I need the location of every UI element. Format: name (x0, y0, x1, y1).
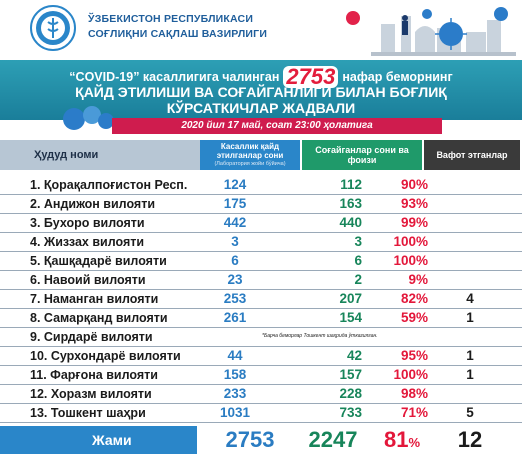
death-count: 5 (466, 405, 474, 420)
confirmed-count: 158 (223, 367, 247, 382)
table-row (0, 271, 522, 290)
total-deaths: 12 (457, 427, 483, 452)
recovered-percent: 100% (393, 234, 428, 249)
region-name: 2. Андижон вилояти (30, 197, 156, 211)
virus-particle (346, 11, 360, 25)
total-recovered: 2247 (308, 427, 358, 452)
recovered-count: 154 (339, 310, 362, 325)
confirmed-count: 6 (231, 253, 239, 268)
banner-line3: КЎРСАТКИЧЛАР ЖАДВАЛИ (166, 100, 356, 116)
table-row (0, 233, 522, 252)
death-count (440, 214, 500, 232)
death-count (440, 252, 500, 270)
region-name: 1. Қорақалпоғистон Респ. (30, 178, 188, 192)
table-row (0, 385, 522, 404)
report-date: 2020 йил 17 май, соат 23:00 ҳолатига (112, 118, 442, 134)
total-label: Жами (0, 426, 197, 454)
recovered-percent: 99% (400, 215, 428, 230)
table-row (0, 366, 522, 385)
total-percent-value: 81 (383, 427, 409, 452)
recovered-percent: 82% (400, 291, 428, 306)
table-row (0, 404, 522, 423)
total-confirmed: 2753 (225, 427, 275, 452)
recovered-percent: 71% (400, 405, 428, 420)
virus-cluster-icon (60, 95, 120, 135)
table-row (0, 290, 522, 309)
virus-skyline-illustration (341, 2, 516, 58)
recovered-percent: 59% (400, 310, 428, 325)
region-name: 9. Сирдарё вилояти (30, 330, 153, 344)
column-header-confirmed-sub: (Лаборатория жойи бўйича) (214, 160, 286, 167)
column-header-recovered: Соғайганлар сони ва фоизи (302, 140, 422, 170)
confirmed-count: 44 (227, 348, 243, 363)
table-row (0, 195, 522, 214)
recovered-percent: 100% (393, 367, 428, 382)
death-count: 1 (466, 348, 474, 363)
banner-suffix: нафар беморнинг (342, 70, 453, 84)
confirmed-count: 442 (223, 215, 247, 230)
column-header-confirmed (200, 140, 300, 170)
statistics-table (0, 176, 522, 423)
recovered-count: 112 (340, 177, 362, 192)
region-name: 12. Хоразм вилояти (30, 387, 152, 401)
header (0, 0, 522, 60)
recovered-count: 163 (339, 196, 362, 211)
confirmed-count: 3 (231, 234, 239, 249)
region-name: 7. Наманган вилояти (30, 292, 159, 306)
table-row (0, 176, 522, 195)
death-count: 1 (466, 310, 474, 325)
recovered-percent: 90% (400, 177, 428, 192)
confirmed-count: 124 (223, 177, 247, 192)
death-count: 4 (466, 291, 474, 306)
banner-total-number: 2753 (283, 66, 338, 88)
confirmed-count: 253 (223, 291, 247, 306)
confirmed-count: 1031 (219, 405, 251, 420)
ministry-line2: СОҒЛИҚНИ САҚЛАШ ВАЗИРЛИГИ (88, 28, 268, 40)
recovered-count: 2 (354, 272, 362, 287)
recovered-count: 440 (339, 215, 362, 230)
recovered-count: 207 (339, 291, 362, 306)
total-percent-sign: % (408, 435, 421, 450)
recovered-percent: 9% (408, 272, 428, 287)
region-name: 13. Тошкент шаҳри (30, 406, 146, 420)
banner-prefix: “COVID-19” касаллигига чалинган (69, 70, 280, 84)
death-count (440, 233, 500, 251)
footnote: *Барча беморлар Тошкент шаҳрида ўтказилган. (262, 333, 378, 339)
confirmed-count: 23 (227, 272, 243, 287)
region-name: 5. Қашқадарё вилояти (30, 254, 167, 268)
recovered-count: 3 (354, 234, 362, 249)
recovered-count: 42 (346, 348, 362, 363)
death-count (440, 195, 500, 213)
recovered-count: 6 (354, 253, 362, 268)
ministry-emblem-icon (30, 5, 76, 51)
region-name: 10. Сурхондарё вилояти (30, 349, 181, 363)
death-count (440, 271, 500, 289)
confirmed-count: 175 (223, 196, 247, 211)
column-header-confirmed-label: Касаллик қайд этилганлар сони (216, 141, 284, 160)
confirmed-count: 233 (223, 386, 247, 401)
ministry-name (88, 12, 267, 42)
recovered-count: 733 (339, 405, 362, 420)
recovered-count: 228 (339, 386, 362, 401)
table-row (0, 309, 522, 328)
recovered-percent: 95% (400, 348, 428, 363)
table-row (0, 252, 522, 271)
banner-line2: ҚАЙД ЭТИЛИШИ ВА СОҒАЙГАНЛИГИ БИЛАН БОҒЛИҚ (75, 84, 447, 100)
total-row (0, 424, 522, 456)
region-name: 4. Жиззах вилояти (30, 235, 145, 249)
recovered-percent: 93% (400, 196, 428, 211)
region-name: 6. Навоий вилояти (30, 273, 146, 287)
death-count (440, 176, 500, 194)
recovered-percent: 98% (400, 386, 428, 401)
column-header-deaths: Вафот этганлар (424, 140, 520, 170)
table-row (0, 214, 522, 233)
confirmed-count: 261 (223, 310, 247, 325)
region-name: 8. Самарқанд вилояти (30, 311, 168, 325)
recovered-percent: 100% (393, 253, 428, 268)
death-count (440, 385, 500, 403)
table-row (0, 347, 522, 366)
column-header-name: Ҳудуд номи (0, 140, 200, 170)
death-count: 1 (466, 367, 474, 382)
ministry-line1: ЎЗБЕКИСТОН РЕСПУБЛИКАСИ (88, 13, 254, 25)
table-row (0, 328, 522, 347)
total-percent (368, 424, 436, 459)
region-name: 3. Бухоро вилояти (30, 216, 145, 230)
region-name: 11. Фарғона вилояти (30, 368, 158, 382)
recovered-count: 157 (339, 367, 362, 382)
